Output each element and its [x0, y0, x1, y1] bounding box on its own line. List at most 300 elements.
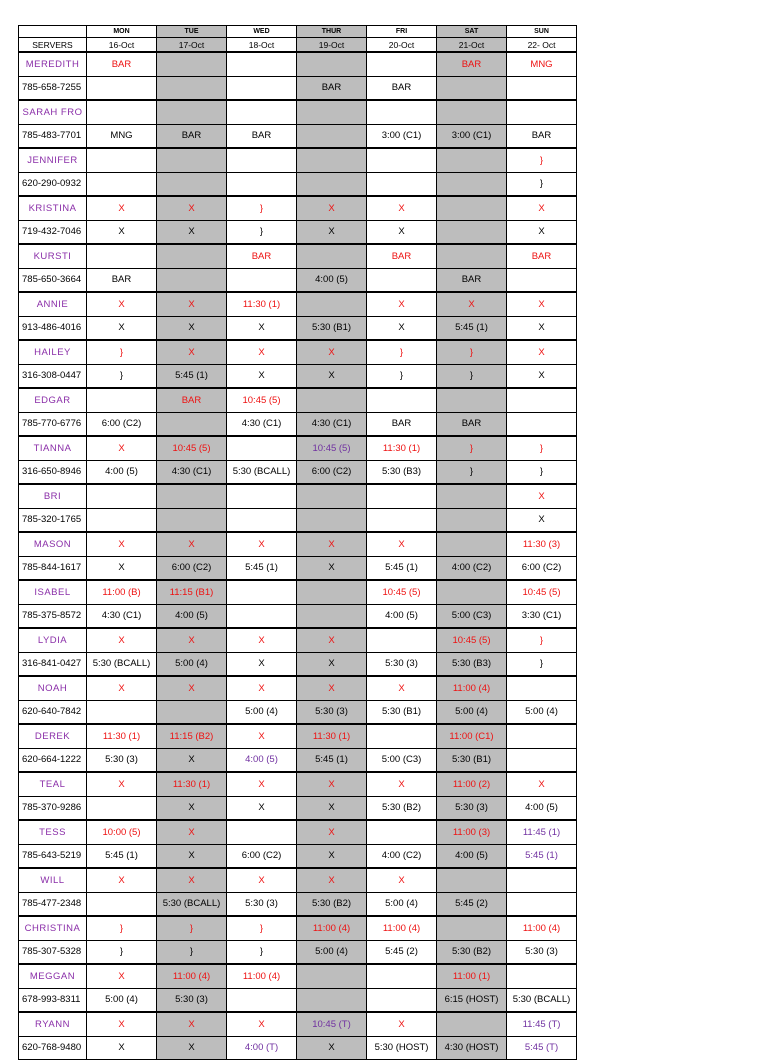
- shift-cell: 5:45 (T): [507, 1036, 577, 1060]
- server-name: CHRISTINA: [19, 916, 87, 940]
- shift-cell: X: [87, 196, 157, 220]
- shift-cell: [437, 196, 507, 220]
- server-phone-row: [19, 220, 577, 244]
- servers-label: SERVERS: [19, 38, 87, 53]
- shift-cell: }: [87, 916, 157, 940]
- shift-cell: 5:30 (3): [437, 796, 507, 820]
- shift-cell: 5:00 (4): [367, 892, 437, 916]
- shift-cell: [297, 292, 367, 316]
- shift-cell: X: [297, 556, 367, 580]
- shift-cell: [507, 76, 577, 100]
- shift-cell: [437, 100, 507, 124]
- server-phone: 785-658-7255: [19, 76, 87, 100]
- shift-cell: }: [157, 916, 227, 940]
- shift-cell: [87, 148, 157, 172]
- server-phone: 785-370-9286: [19, 796, 87, 820]
- shift-cell: X: [157, 316, 227, 340]
- shift-cell: X: [297, 652, 367, 676]
- shift-cell: BAR: [367, 412, 437, 436]
- shift-cell: [157, 172, 227, 196]
- shift-cell: BAR: [437, 268, 507, 292]
- shift-cell: [437, 148, 507, 172]
- shift-cell: X: [367, 1012, 437, 1036]
- shift-cell: X: [87, 964, 157, 988]
- shift-cell: X: [87, 628, 157, 652]
- shift-cell: [297, 484, 367, 508]
- server-name: MEREDITH: [19, 52, 87, 76]
- server-phone-row: [19, 508, 577, 532]
- shift-cell: 10:45 (5): [437, 628, 507, 652]
- shift-cell: 11:00 (4): [507, 916, 577, 940]
- server-phone: 785-320-1765: [19, 508, 87, 532]
- shift-cell: }: [227, 940, 297, 964]
- shift-cell: [227, 988, 297, 1012]
- shift-cell: X: [227, 676, 297, 700]
- shift-cell: X: [157, 532, 227, 556]
- shift-cell: 5:00 (4): [297, 940, 367, 964]
- shift-cell: X: [157, 676, 227, 700]
- day-name-header: TUE: [157, 26, 227, 38]
- shift-cell: 5:00 (4): [507, 700, 577, 724]
- shift-cell: [507, 748, 577, 772]
- shift-cell: [507, 868, 577, 892]
- server-name: ISABEL: [19, 580, 87, 604]
- server-phone-row: [19, 652, 577, 676]
- shift-cell: 6:00 (C2): [227, 844, 297, 868]
- shift-cell: X: [297, 628, 367, 652]
- server-phone-row: [19, 988, 577, 1012]
- shift-cell: 11:00 (4): [437, 676, 507, 700]
- server-phone-row: [19, 796, 577, 820]
- shift-cell: X: [87, 292, 157, 316]
- shift-cell: [507, 100, 577, 124]
- shift-cell: 10:45 (5): [367, 580, 437, 604]
- shift-cell: 11:00 (4): [297, 916, 367, 940]
- shift-cell: X: [87, 316, 157, 340]
- shift-cell: }: [227, 196, 297, 220]
- shift-cell: 4:30 (C1): [157, 460, 227, 484]
- shift-cell: 5:00 (C3): [367, 748, 437, 772]
- shift-cell: [367, 988, 437, 1012]
- shift-cell: [87, 100, 157, 124]
- shift-cell: 5:45 (1): [437, 316, 507, 340]
- server-phone-row: [19, 124, 577, 148]
- shift-cell: [227, 604, 297, 628]
- server-phone: 913-486-4016: [19, 316, 87, 340]
- server-phone: 785-844-1617: [19, 556, 87, 580]
- shift-cell: 10:45 (5): [227, 388, 297, 412]
- shift-cell: X: [157, 868, 227, 892]
- shift-cell: 5:30 (B1): [367, 700, 437, 724]
- shift-cell: BAR: [367, 76, 437, 100]
- schedule-table: [18, 25, 577, 1060]
- server-name: NOAH: [19, 676, 87, 700]
- shift-cell: 4:00 (C2): [437, 556, 507, 580]
- shift-cell: [87, 76, 157, 100]
- shift-cell: }: [507, 652, 577, 676]
- day-name-header: THUR: [297, 26, 367, 38]
- shift-cell: [297, 124, 367, 148]
- server-phone-row: [19, 364, 577, 388]
- shift-cell: X: [157, 628, 227, 652]
- shift-cell: X: [507, 220, 577, 244]
- day-name-header: FRI: [367, 26, 437, 38]
- shift-cell: 11:30 (1): [297, 724, 367, 748]
- date-header: 20-Oct: [367, 38, 437, 53]
- server-phone: 316-841-0427: [19, 652, 87, 676]
- server-phone-row: [19, 748, 577, 772]
- shift-cell: [367, 388, 437, 412]
- shift-cell: X: [507, 772, 577, 796]
- shift-cell: X: [367, 532, 437, 556]
- shift-cell: [437, 916, 507, 940]
- server-name-row: [19, 916, 577, 940]
- shift-cell: 5:30 (B2): [367, 796, 437, 820]
- shift-cell: X: [297, 772, 367, 796]
- shift-cell: 5:30 (3): [507, 940, 577, 964]
- shift-cell: 11:30 (3): [507, 532, 577, 556]
- shift-cell: 6:00 (C2): [157, 556, 227, 580]
- server-name: JENNIFER: [19, 148, 87, 172]
- shift-cell: BAR: [507, 244, 577, 268]
- shift-cell: [367, 508, 437, 532]
- shift-cell: X: [297, 796, 367, 820]
- server-phone: 678-993-8311: [19, 988, 87, 1012]
- shift-cell: [87, 700, 157, 724]
- server-phone-row: [19, 76, 577, 100]
- shift-cell: [157, 148, 227, 172]
- shift-cell: 4:00 (5): [297, 268, 367, 292]
- shift-cell: 11:00 (4): [157, 964, 227, 988]
- shift-cell: }: [227, 220, 297, 244]
- shift-cell: }: [507, 172, 577, 196]
- shift-cell: }: [87, 340, 157, 364]
- shift-cell: X: [367, 220, 437, 244]
- shift-cell: BAR: [87, 268, 157, 292]
- corner-cell: [19, 26, 87, 38]
- server-phone: 785-477-2348: [19, 892, 87, 916]
- date-header: 22- Oct: [507, 38, 577, 53]
- shift-cell: [367, 52, 437, 76]
- server-name: BRI: [19, 484, 87, 508]
- shift-cell: [157, 100, 227, 124]
- shift-cell: 3:00 (C1): [367, 124, 437, 148]
- shift-cell: [157, 412, 227, 436]
- shift-cell: [437, 1012, 507, 1036]
- shift-cell: 5:00 (4): [87, 988, 157, 1012]
- shift-cell: [157, 244, 227, 268]
- date-header-row: [19, 38, 577, 53]
- shift-cell: 11:00 (4): [227, 964, 297, 988]
- server-name-row: [19, 244, 577, 268]
- day-name-header: WED: [227, 26, 297, 38]
- shift-cell: [227, 508, 297, 532]
- shift-cell: BAR: [437, 52, 507, 76]
- shift-cell: 11:00 (1): [437, 964, 507, 988]
- shift-cell: }: [437, 340, 507, 364]
- shift-cell: 10:45 (5): [297, 436, 367, 460]
- shift-cell: [437, 508, 507, 532]
- server-name-row: [19, 436, 577, 460]
- shift-cell: 5:30 (B3): [367, 460, 437, 484]
- shift-cell: 5:30 (BCALL): [157, 892, 227, 916]
- server-name-row: [19, 820, 577, 844]
- server-name: RYANN: [19, 1012, 87, 1036]
- shift-cell: 3:30 (C1): [507, 604, 577, 628]
- shift-cell: [507, 964, 577, 988]
- shift-cell: 4:00 (5): [507, 796, 577, 820]
- shift-cell: 5:45 (1): [297, 748, 367, 772]
- server-phone: 316-308-0447: [19, 364, 87, 388]
- shift-cell: [367, 484, 437, 508]
- shift-cell: [297, 172, 367, 196]
- shift-cell: 4:00 (5): [227, 748, 297, 772]
- shift-cell: X: [87, 556, 157, 580]
- shift-cell: }: [507, 436, 577, 460]
- shift-cell: X: [157, 844, 227, 868]
- shift-cell: BAR: [227, 244, 297, 268]
- shift-cell: 4:00 (5): [157, 604, 227, 628]
- shift-cell: X: [227, 532, 297, 556]
- shift-cell: [87, 388, 157, 412]
- shift-cell: [227, 268, 297, 292]
- shift-cell: X: [297, 676, 367, 700]
- shift-cell: [87, 796, 157, 820]
- shift-cell: [297, 148, 367, 172]
- shift-cell: 5:30 (B1): [297, 316, 367, 340]
- shift-cell: [437, 388, 507, 412]
- shift-cell: X: [87, 772, 157, 796]
- server-name-row: [19, 148, 577, 172]
- server-name-row: [19, 484, 577, 508]
- shift-cell: [157, 268, 227, 292]
- shift-cell: 4:00 (C2): [367, 844, 437, 868]
- shift-cell: [87, 172, 157, 196]
- shift-cell: 11:15 (B1): [157, 580, 227, 604]
- shift-cell: BAR: [157, 124, 227, 148]
- shift-cell: X: [297, 340, 367, 364]
- shift-cell: [367, 628, 437, 652]
- shift-cell: 11:00 (B): [87, 580, 157, 604]
- shift-cell: [297, 580, 367, 604]
- server-phone: 785-643-5219: [19, 844, 87, 868]
- shift-cell: X: [87, 676, 157, 700]
- shift-cell: X: [507, 340, 577, 364]
- server-name-row: [19, 628, 577, 652]
- shift-cell: 11:45 (1): [507, 820, 577, 844]
- server-phone-row: [19, 172, 577, 196]
- shift-cell: [297, 508, 367, 532]
- server-name: SARAH FRO: [19, 100, 87, 124]
- shift-cell: X: [157, 340, 227, 364]
- shift-cell: }: [507, 628, 577, 652]
- shift-cell: 6:15 (HOST): [437, 988, 507, 1012]
- shift-cell: 5:45 (1): [367, 556, 437, 580]
- shift-cell: 5:30 (BCALL): [227, 460, 297, 484]
- shift-cell: [297, 100, 367, 124]
- shift-cell: [437, 244, 507, 268]
- shift-cell: 11:00 (2): [437, 772, 507, 796]
- server-name-row: [19, 964, 577, 988]
- shift-cell: 6:00 (C2): [297, 460, 367, 484]
- shift-cell: X: [87, 220, 157, 244]
- shift-cell: X: [297, 220, 367, 244]
- shift-cell: [297, 604, 367, 628]
- shift-cell: BAR: [507, 124, 577, 148]
- shift-cell: [227, 580, 297, 604]
- shift-cell: X: [227, 316, 297, 340]
- shift-cell: X: [157, 1036, 227, 1060]
- shift-cell: [227, 76, 297, 100]
- server-phone: 785-375-8572: [19, 604, 87, 628]
- shift-cell: X: [157, 796, 227, 820]
- server-name-row: [19, 196, 577, 220]
- server-name-row: [19, 580, 577, 604]
- shift-cell: [507, 412, 577, 436]
- shift-cell: 5:30 (B2): [437, 940, 507, 964]
- shift-cell: 4:30 (C1): [227, 412, 297, 436]
- shift-cell: [157, 484, 227, 508]
- server-name: MASON: [19, 532, 87, 556]
- server-phone-row: [19, 460, 577, 484]
- shift-cell: 4:30 (C1): [87, 604, 157, 628]
- shift-cell: [87, 244, 157, 268]
- shift-cell: [157, 76, 227, 100]
- shift-cell: MNG: [87, 124, 157, 148]
- shift-cell: [507, 388, 577, 412]
- shift-cell: }: [437, 364, 507, 388]
- shift-cell: X: [297, 868, 367, 892]
- shift-cell: }: [507, 460, 577, 484]
- server-phone: 620-664-1222: [19, 748, 87, 772]
- shift-cell: 5:30 (3): [297, 700, 367, 724]
- shift-cell: [437, 172, 507, 196]
- shift-cell: 11:30 (1): [157, 772, 227, 796]
- server-name: WILL: [19, 868, 87, 892]
- shift-cell: 4:00 (5): [437, 844, 507, 868]
- shift-cell: X: [367, 772, 437, 796]
- shift-cell: X: [157, 292, 227, 316]
- date-header: 17-Oct: [157, 38, 227, 53]
- shift-cell: [367, 100, 437, 124]
- shift-cell: 5:30 (HOST): [367, 1036, 437, 1060]
- shift-cell: 10:45 (5): [157, 436, 227, 460]
- shift-cell: X: [367, 316, 437, 340]
- shift-cell: 4:30 (HOST): [437, 1036, 507, 1060]
- shift-cell: X: [297, 196, 367, 220]
- date-header: 19-Oct: [297, 38, 367, 53]
- shift-cell: X: [297, 364, 367, 388]
- shift-cell: [297, 988, 367, 1012]
- server-name: ANNIE: [19, 292, 87, 316]
- shift-cell: [297, 388, 367, 412]
- shift-cell: BAR: [227, 124, 297, 148]
- shift-cell: X: [87, 436, 157, 460]
- shift-cell: X: [297, 532, 367, 556]
- date-header: 18-Oct: [227, 38, 297, 53]
- shift-cell: [437, 76, 507, 100]
- server-phone-row: [19, 844, 577, 868]
- shift-cell: 5:30 (3): [367, 652, 437, 676]
- server-phone: 785-307-5328: [19, 940, 87, 964]
- shift-cell: [507, 724, 577, 748]
- shift-cell: X: [507, 196, 577, 220]
- shift-cell: [297, 52, 367, 76]
- shift-cell: 5:00 (4): [157, 652, 227, 676]
- shift-cell: 6:00 (C2): [87, 412, 157, 436]
- shift-cell: [297, 244, 367, 268]
- shift-cell: X: [297, 844, 367, 868]
- shift-cell: X: [227, 364, 297, 388]
- shift-cell: X: [87, 532, 157, 556]
- server-phone: 785-483-7701: [19, 124, 87, 148]
- shift-cell: 11:00 (4): [367, 916, 437, 940]
- date-header: 21-Oct: [437, 38, 507, 53]
- shift-cell: [367, 964, 437, 988]
- server-phone-row: [19, 604, 577, 628]
- shift-cell: X: [87, 1036, 157, 1060]
- shift-cell: X: [297, 820, 367, 844]
- server-phone: 620-768-9480: [19, 1036, 87, 1060]
- shift-cell: [227, 172, 297, 196]
- shift-cell: MNG: [507, 52, 577, 76]
- shift-cell: X: [437, 292, 507, 316]
- shift-cell: X: [227, 340, 297, 364]
- shift-cell: [157, 700, 227, 724]
- shift-cell: 5:00 (C3): [437, 604, 507, 628]
- shift-cell: 10:45 (5): [507, 580, 577, 604]
- server-name-row: [19, 676, 577, 700]
- shift-cell: 10:00 (5): [87, 820, 157, 844]
- shift-cell: X: [227, 724, 297, 748]
- server-name-row: [19, 52, 577, 76]
- shift-cell: X: [157, 748, 227, 772]
- server-name-row: [19, 100, 577, 124]
- server-phone-row: [19, 940, 577, 964]
- shift-cell: X: [227, 1012, 297, 1036]
- server-phone: 785-770-6776: [19, 412, 87, 436]
- shift-cell: X: [507, 316, 577, 340]
- day-name-header: MON: [87, 26, 157, 38]
- shift-cell: 5:45 (1): [87, 844, 157, 868]
- shift-cell: [507, 268, 577, 292]
- shift-cell: X: [367, 196, 437, 220]
- server-name: TESS: [19, 820, 87, 844]
- shift-cell: 5:45 (1): [157, 364, 227, 388]
- shift-cell: 5:45 (1): [507, 844, 577, 868]
- shift-cell: 5:00 (4): [437, 700, 507, 724]
- shift-cell: [227, 148, 297, 172]
- shift-cell: [227, 820, 297, 844]
- shift-cell: BAR: [297, 76, 367, 100]
- server-name: HAILEY: [19, 340, 87, 364]
- shift-cell: BAR: [157, 388, 227, 412]
- server-phone-row: [19, 1036, 577, 1060]
- server-phone-row: [19, 556, 577, 580]
- shift-cell: }: [437, 460, 507, 484]
- server-name-row: [19, 388, 577, 412]
- shift-cell: [367, 148, 437, 172]
- shift-cell: 10:45 (T): [297, 1012, 367, 1036]
- shift-cell: 5:30 (3): [227, 892, 297, 916]
- server-name-row: [19, 532, 577, 556]
- shift-cell: X: [157, 196, 227, 220]
- shift-cell: X: [227, 628, 297, 652]
- shift-cell: X: [507, 484, 577, 508]
- day-name-header: SAT: [437, 26, 507, 38]
- shift-cell: }: [367, 340, 437, 364]
- shift-cell: 3:00 (C1): [437, 124, 507, 148]
